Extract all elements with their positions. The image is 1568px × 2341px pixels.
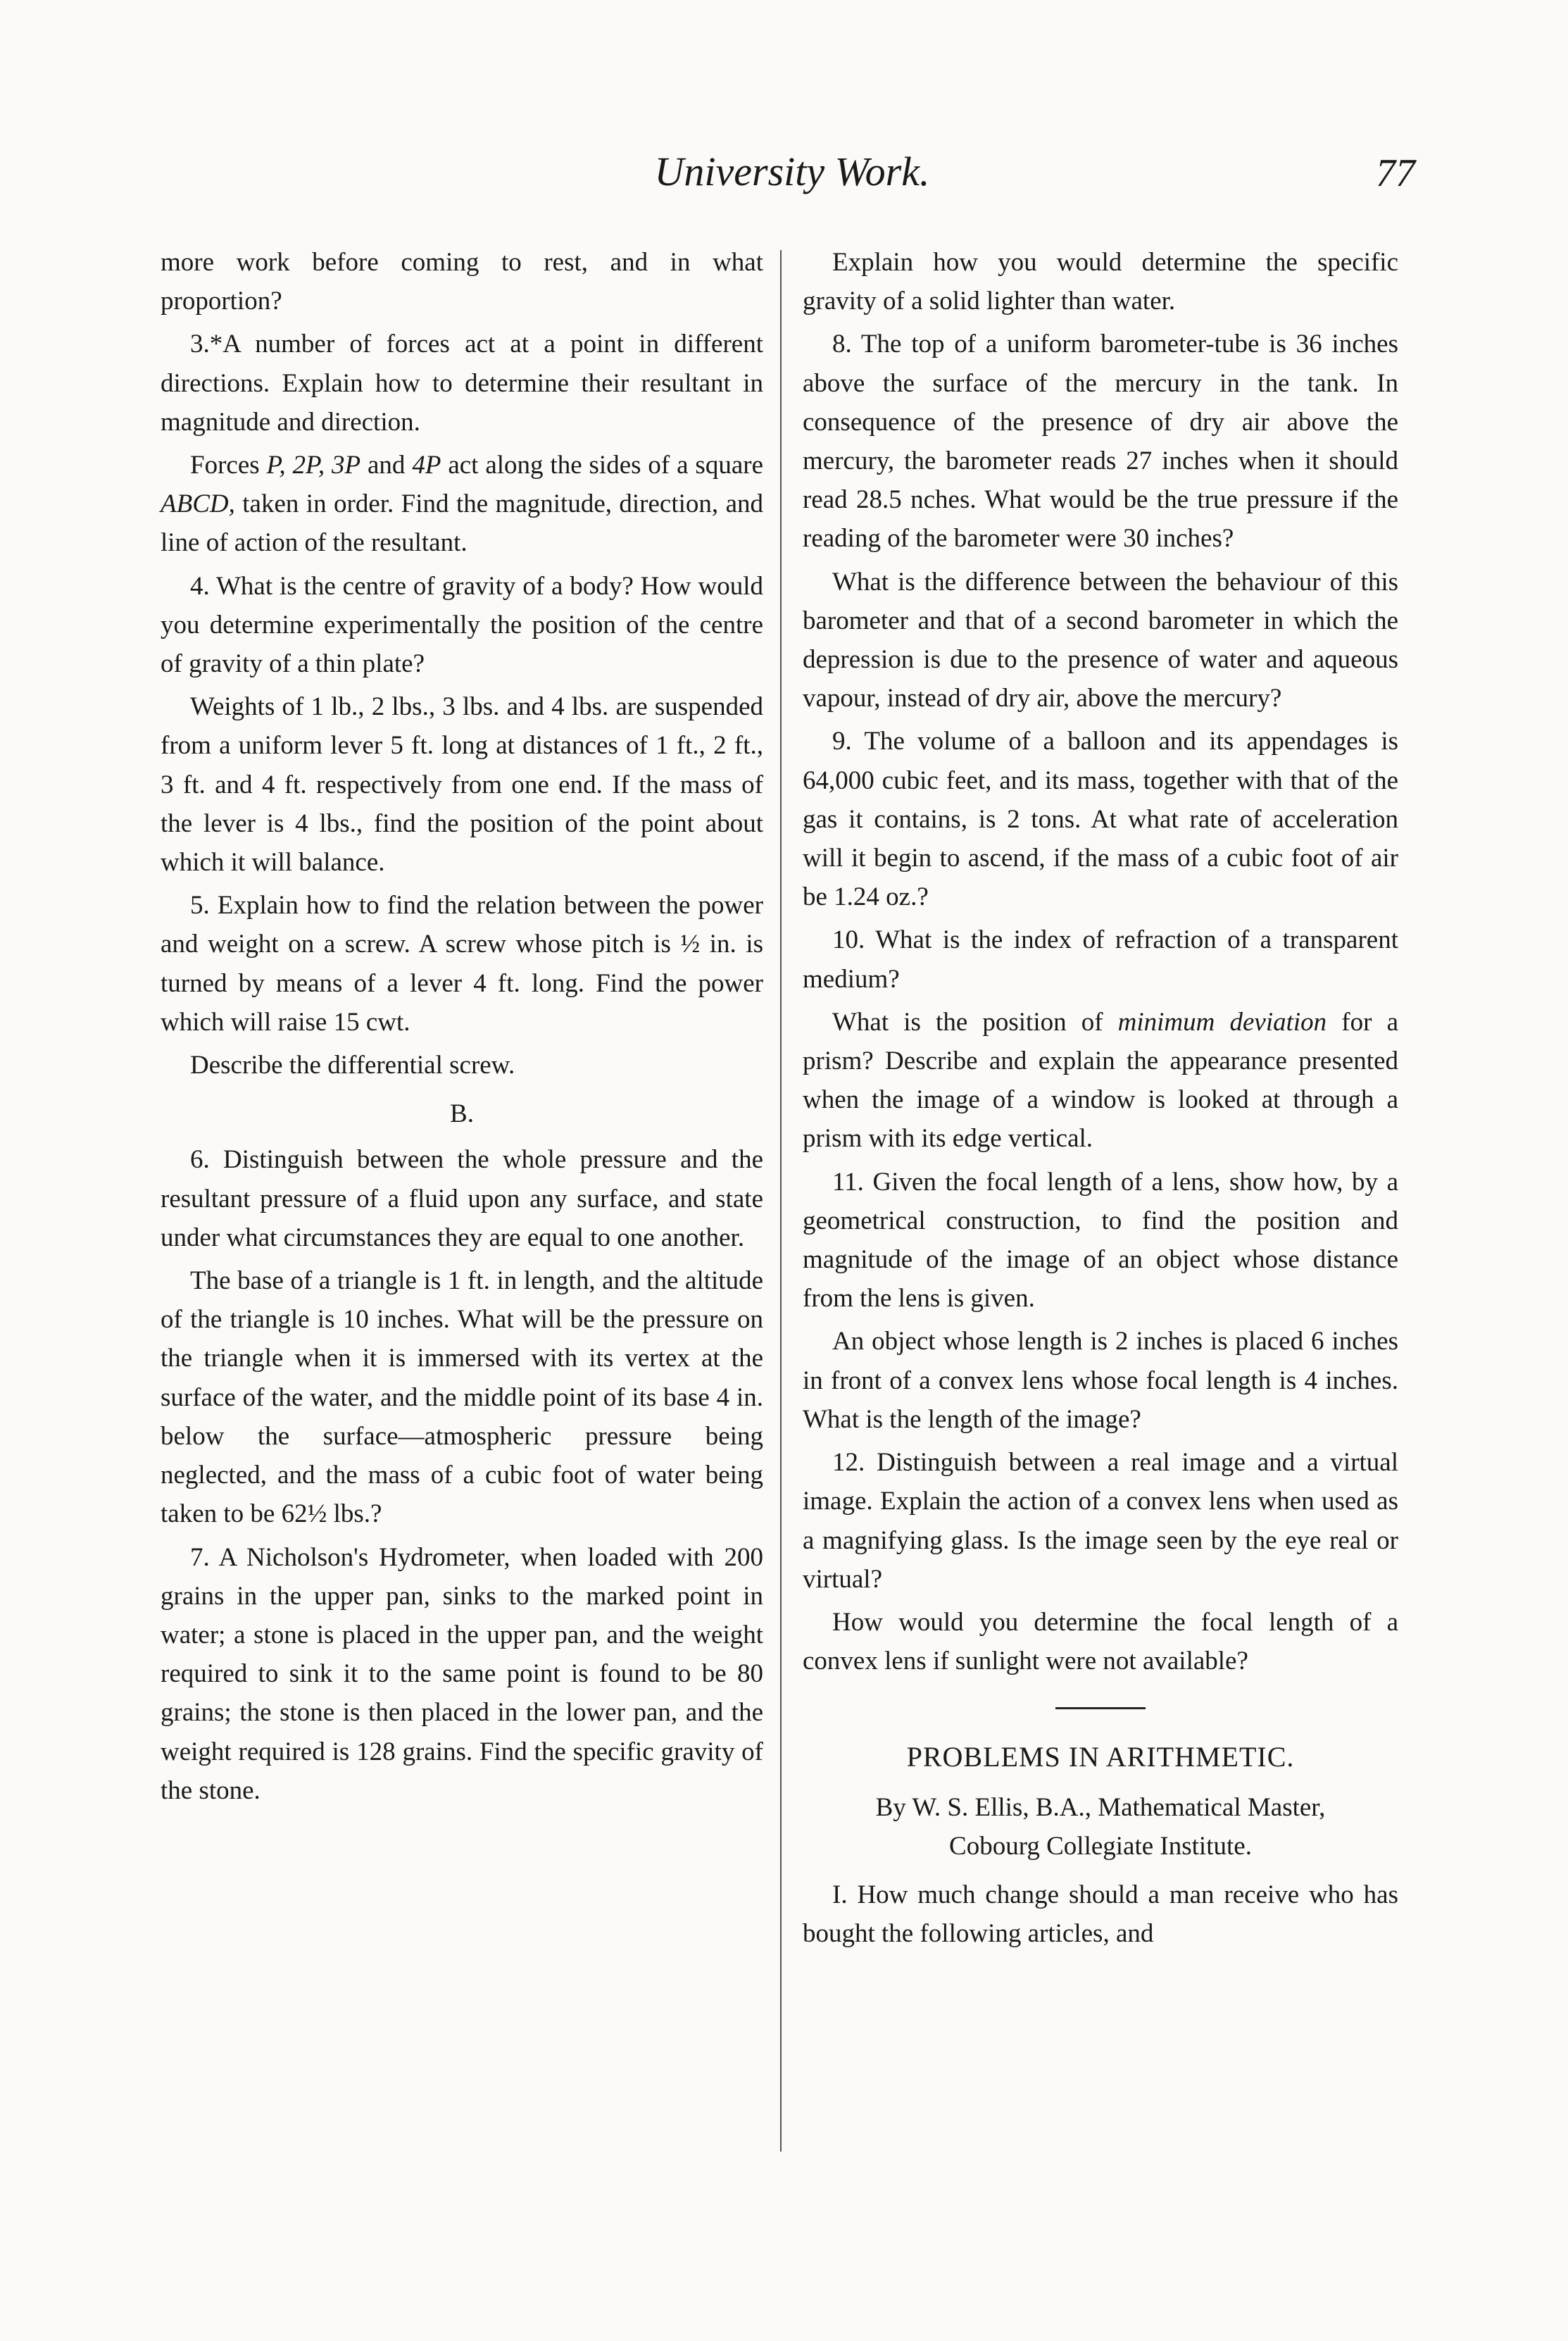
q3-forces: P, 2P, 3P — [266, 451, 361, 480]
q3-text-2: and — [360, 451, 413, 480]
page-number: 77 — [1376, 151, 1415, 195]
q10-text-2: for a prism? Describe and explain the appearance presented when the image of a window is looked at through a prism with its edge vertical. — [803, 1007, 1398, 1154]
paragraph-continuation: more work before coming to rest, and in what proportion? — [161, 248, 763, 316]
question-7: 7. A Nicholson's Hydrometer, when loaded with 200 grains in the upper pan, sinks to the marked point in water; a stone is placed in the upper pan, and the weight required to sink it to the same point is found to be 80 grains; the stone is then placed in the lower pan, and the weight required is 128 grains. Find the specific gravity of the stone. — [161, 1542, 763, 1805]
question-6: 6. Distinguish between the whole pressure and the resultant pressure of a fluid upon any surface, and state under what circumstances they are equal to one another. — [161, 1145, 763, 1252]
section-heading: PROBLEMS IN ARITHMETIC. — [906, 1741, 1295, 1773]
byline — [803, 1788, 1398, 1866]
question-4: 4. What is the centre of gravity of a body? How would you determine experimentally the position of the centre of gravity of a thin plate? — [161, 571, 763, 679]
question-7-continuation: Explain how you would determine the specific gravity of a solid lighter than water. — [803, 248, 1398, 316]
q3-text-3: act along the sides of a square — [441, 451, 763, 480]
q3-square: ABCD, — [161, 489, 235, 519]
problem-1: I. How much change should a man receive who has bought the following articles, and — [803, 1880, 1398, 1949]
byline-author: By W. S. Ellis, B.A., Mathematical Master, — [875, 1792, 1326, 1822]
question-8: 8. The top of a uniform barometer-tube is 36 inches above the surface of the mercury in the tank. In consequence of the presence of dry air above the mercury, the barometer reads 27 inches when it should read 28.5 nches. What would be the true pressure if the reading of the barometer were 30 inches? — [803, 330, 1398, 554]
section-rule — [1055, 1707, 1146, 1709]
question-11: 11. Given the focal length of a lens, show how, by a geometrical construction, to find the position and magnitude of the image of an object whose distance from the lens is given. — [803, 1167, 1398, 1313]
question-5-b: Describe the differential screw. — [190, 1051, 515, 1080]
question-11-problem: An object whose length is 2 inches is placed 6 inches in front of a convex lens whose focal length is 4 inches. What is the length of the image? — [803, 1327, 1398, 1434]
running-title: University Work. — [654, 149, 930, 194]
question-12-b: How would you determine the focal length of a convex lens if sunlight were not available? — [803, 1607, 1398, 1676]
question-5: 5. Explain how to find the relation between the power and weight on a screw. A screw whose pitch is ½ in. is turned by means of a lever 4 ft. long. Find the power which will raise 15 cwt. — [161, 891, 763, 1037]
column-divider — [780, 250, 782, 2152]
q10-text-1: What is the position of — [832, 1007, 1118, 1037]
question-10: 10. What is the index of refraction of a transparent medium? — [803, 925, 1398, 994]
question-8-b: What is the difference between the behaviour of this barometer and that of a second barometer in which the depression is due to the presence of water and aqueous vapour, instead of dry air, above the mercury? — [803, 567, 1398, 713]
q3-text-4: taken in order. Find the magnitude, direction, and line of action of the resultant. — [161, 489, 763, 558]
question-3-problem — [161, 446, 763, 563]
question-6-problem: The base of a triangle is 1 ft. in length, and the altitude of the triangle is 10 inches. What will be the pressure on the triangle when it is immersed with its vertex at the surface of the water, and the middle point of its base 4 in. below the surface—atmospheric pressure being neglected, and the mass of a cubic foot of water being taken to be 62½ lbs.? — [161, 1266, 763, 1529]
section-b-heading: B. — [450, 1099, 474, 1129]
q3-force-4p: 4P — [412, 451, 441, 480]
page-header — [169, 141, 1415, 204]
q10-italic: minimum deviation — [1117, 1007, 1327, 1037]
right-column — [803, 243, 1398, 1957]
question-10-b — [803, 1003, 1398, 1159]
question-12: 12. Distinguish between a real image and a virtual image. Explain the action of a convex lens when used as a magnifying glass. Is the image seen by the eye real or virtual? — [803, 1448, 1398, 1594]
question-9: 9. The volume of a balloon and its appendages is 64,000 cubic feet, and its mass, together with that of the gas it contains, is 2 tons. At what rate of acceleration will it begin to ascend, if the mass of a cubic foot of air be 1.24 oz.? — [803, 727, 1398, 912]
byline-institution: Cobourg Collegiate Institute. — [949, 1831, 1252, 1861]
question-4-problem: Weights of 1 lb., 2 lbs., 3 lbs. and 4 lbs. are suspended from a uniform lever 5 ft. long at distances of 1 ft., 2 ft., 3 ft. and 4 ft. respectively from one end. If the mass of the lever is 4 lbs., find the position of the point about which it will balance. — [161, 692, 763, 878]
left-column — [161, 243, 763, 1814]
question-3: 3.*A number of forces act at a point in different directions. Explain how to determine their resultant in magnitude and direction. — [161, 330, 763, 437]
q3-text-1: Forces — [190, 451, 267, 480]
